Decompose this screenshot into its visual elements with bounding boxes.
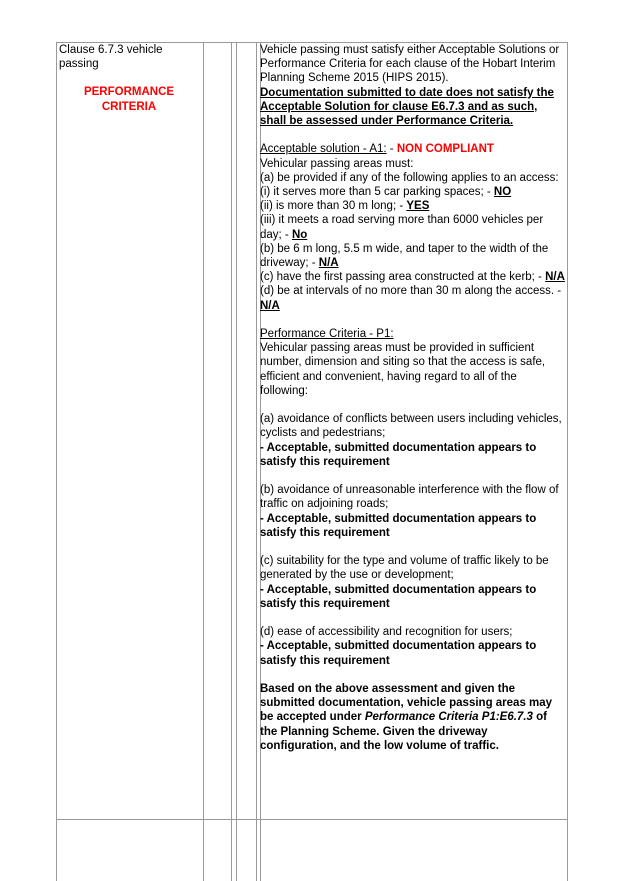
column-divider [256,43,257,881]
answer: N/A [318,257,339,270]
performance-item-text: (c) suitability for the type and volume of traffic likely to be generated by the use or development; [260,555,549,582]
column-divider [236,43,237,881]
acceptable-item-ii: (ii) is more than 30 m long; - YES [260,200,430,213]
clause-title: Clause 6.7.3 vehicle passing [59,44,163,71]
answer: NO [493,186,512,199]
performance-item-result: - Acceptable, submitted documentation appears to satisfy this requirement [260,583,537,610]
performance-item-result: - Acceptable, submitted documentation appears to satisfy this requirement [260,512,537,539]
acceptable-item-c: (c) have the first passing area constructed at the kerb; - N/A [260,271,565,284]
answer: YES [406,200,430,213]
assessment-cell [260,43,566,753]
acceptable-item-iii: (iii) it meets a road serving more than 6000 vehicles per day; - No [260,214,544,241]
assessment-table [56,42,568,881]
performance-item-result: - Acceptable, submitted documentation appears to satisfy this requirement [260,640,537,667]
performance-lead: Vehicular passing areas must be provided in sufficient number, dimension and siting so that the access is safe, efficient and convenient, having regard to all of the following: [260,342,546,397]
acceptable-item-b: (b) be 6 m long, 5.5 m wide, and taper to the width of the driveway; - N/A [260,242,549,270]
intro-text: Vehicle passing must satisfy either Acceptable Solutions or Performance Criteria for each clause of the Hobart Interim Planning Scheme 2015 (HIPS 2015). [260,44,560,85]
answer: N/A [545,271,565,284]
acceptable-item-i: (i) it serves more than 5 car parking spaces; - NO [260,186,512,199]
column-divider [567,43,568,881]
clause-cell [59,43,203,114]
acceptable-solution-heading: Acceptable solution - A1: - NON COMPLIANT [260,143,494,156]
performance-item-text: (a) avoidance of conflicts between users including vehicles, cyclists and pedestrians; [260,413,562,440]
answer: N/A [260,299,280,312]
performance-item-text: (b) avoidance of unreasonable interference with the flow of traffic on adjoining roads; [260,484,559,511]
row-divider [57,819,568,820]
column-divider [203,43,204,881]
acceptable-lead: Vehicular passing areas must: [260,157,414,170]
acceptable-item-a: (a) be provided if any of the following applies to an access: [260,171,559,184]
performance-item-text: (d) ease of accessibility and recognition for users; [260,626,513,639]
answer: No [291,228,308,241]
conclusion: Based on the above assessment and given the submitted documentation, vehicle passing areas may be accepted under Performance Criteria P1:E6.7.3 of the Planning Scheme. Given the driveway configuration, and the low volume of traffic. [260,683,553,752]
column-divider [231,43,232,881]
status-badge: NON COMPLIANT [396,143,494,156]
acceptable-item-d: (d) be at intervals of no more than 30 m along the access. - N/A [260,285,562,312]
intro-finding: Documentation submitted to date does not satisfy the Acceptable Solution for clause E6.7.3 and as such, shall be assessed under Performance Criteria. [260,86,554,128]
criteria-label: PERFORMANCE CRITERIA [83,86,175,113]
performance-item-result: - Acceptable, submitted documentation appears to satisfy this requirement [260,441,537,468]
performance-heading: Performance Criteria - P1: [260,328,394,341]
